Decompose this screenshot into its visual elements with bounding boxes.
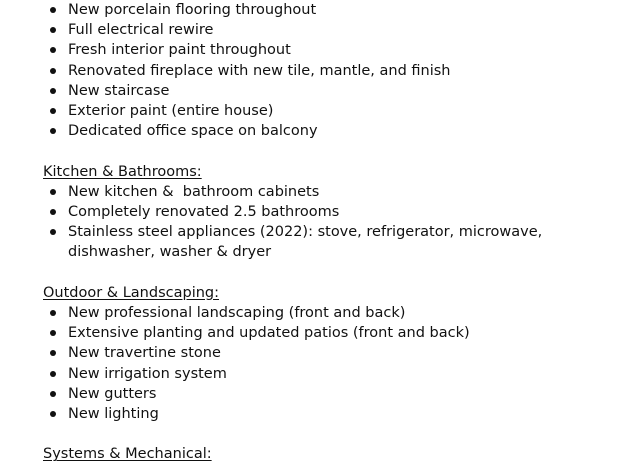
list-item — [0, 384, 640, 404]
bullet-icon — [50, 7, 56, 13]
list-item-text: Dedicated office space on balcony — [68, 123, 318, 140]
list-item — [0, 404, 640, 424]
bullet-icon — [50, 350, 56, 356]
bullet-icon — [50, 88, 56, 94]
list-item-text: New irrigation system — [68, 365, 227, 382]
list-item-text: New lighting — [68, 406, 159, 423]
bullet-icon — [50, 108, 56, 114]
bullet-icon — [50, 310, 56, 316]
list-item-text: Completely renovated 2.5 bathrooms — [68, 204, 340, 221]
section-spacer — [0, 424, 640, 444]
list-item-text: New staircase — [68, 82, 170, 99]
bullet-icon — [50, 47, 56, 53]
list-item — [0, 20, 640, 40]
list-item-text: New porcelain flooring throughout — [68, 2, 317, 18]
list-item-text: Stainless steel appliances (2022): stove, refrigerator, microwave, dishwasher, washer & dryer — [68, 224, 547, 261]
section-interior — [0, 0, 640, 141]
list-item — [0, 81, 640, 101]
interior-list — [0, 0, 640, 141]
list-item — [0, 202, 640, 222]
section-spacer — [0, 141, 640, 161]
list-item — [0, 364, 640, 384]
section-systems-mechanical — [0, 444, 640, 464]
bullet-icon — [50, 411, 56, 417]
bullet-icon — [50, 391, 56, 397]
list-item — [0, 101, 640, 121]
list-item — [0, 182, 640, 202]
list-item-text: New travertine stone — [68, 345, 221, 362]
list-item — [0, 61, 640, 81]
section-heading: Systems & Mechanical: — [43, 446, 212, 463]
section-kitchen-bathrooms — [0, 162, 640, 263]
section-spacer — [0, 263, 640, 283]
list-item-text: Renovated fireplace with new tile, mantle, and finish — [68, 62, 451, 79]
kitchen-bathrooms-list — [0, 182, 640, 263]
bullet-icon — [50, 229, 56, 235]
list-item-text: Exterior paint (entire house) — [68, 103, 274, 120]
list-item — [0, 121, 640, 141]
list-item — [0, 0, 640, 20]
bullet-icon — [50, 371, 56, 377]
list-item-text: New professional landscaping (front and back) — [68, 305, 406, 322]
list-item — [0, 40, 640, 60]
bullet-icon — [50, 128, 56, 134]
list-item-text: Full electrical rewire — [68, 22, 214, 39]
bullet-icon — [50, 209, 56, 215]
section-heading: Kitchen & Bathrooms: — [43, 163, 202, 180]
bullet-icon — [50, 27, 56, 33]
list-item — [0, 343, 640, 363]
bullet-icon — [50, 189, 56, 195]
bullet-icon — [50, 68, 56, 74]
section-outdoor-landscaping — [0, 283, 640, 424]
list-item — [0, 222, 640, 262]
list-item-text: New gutters — [68, 385, 157, 402]
list-item — [0, 303, 640, 323]
section-heading: Outdoor & Landscaping: — [43, 284, 220, 301]
list-item — [0, 323, 640, 343]
list-item-text: Extensive planting and updated patios (front and back) — [68, 325, 470, 342]
outdoor-landscaping-list — [0, 303, 640, 424]
list-item-text: New kitchen & bathroom cabinets — [68, 183, 320, 200]
bullet-icon — [50, 330, 56, 336]
list-item-text: Fresh interior paint throughout — [68, 42, 291, 59]
